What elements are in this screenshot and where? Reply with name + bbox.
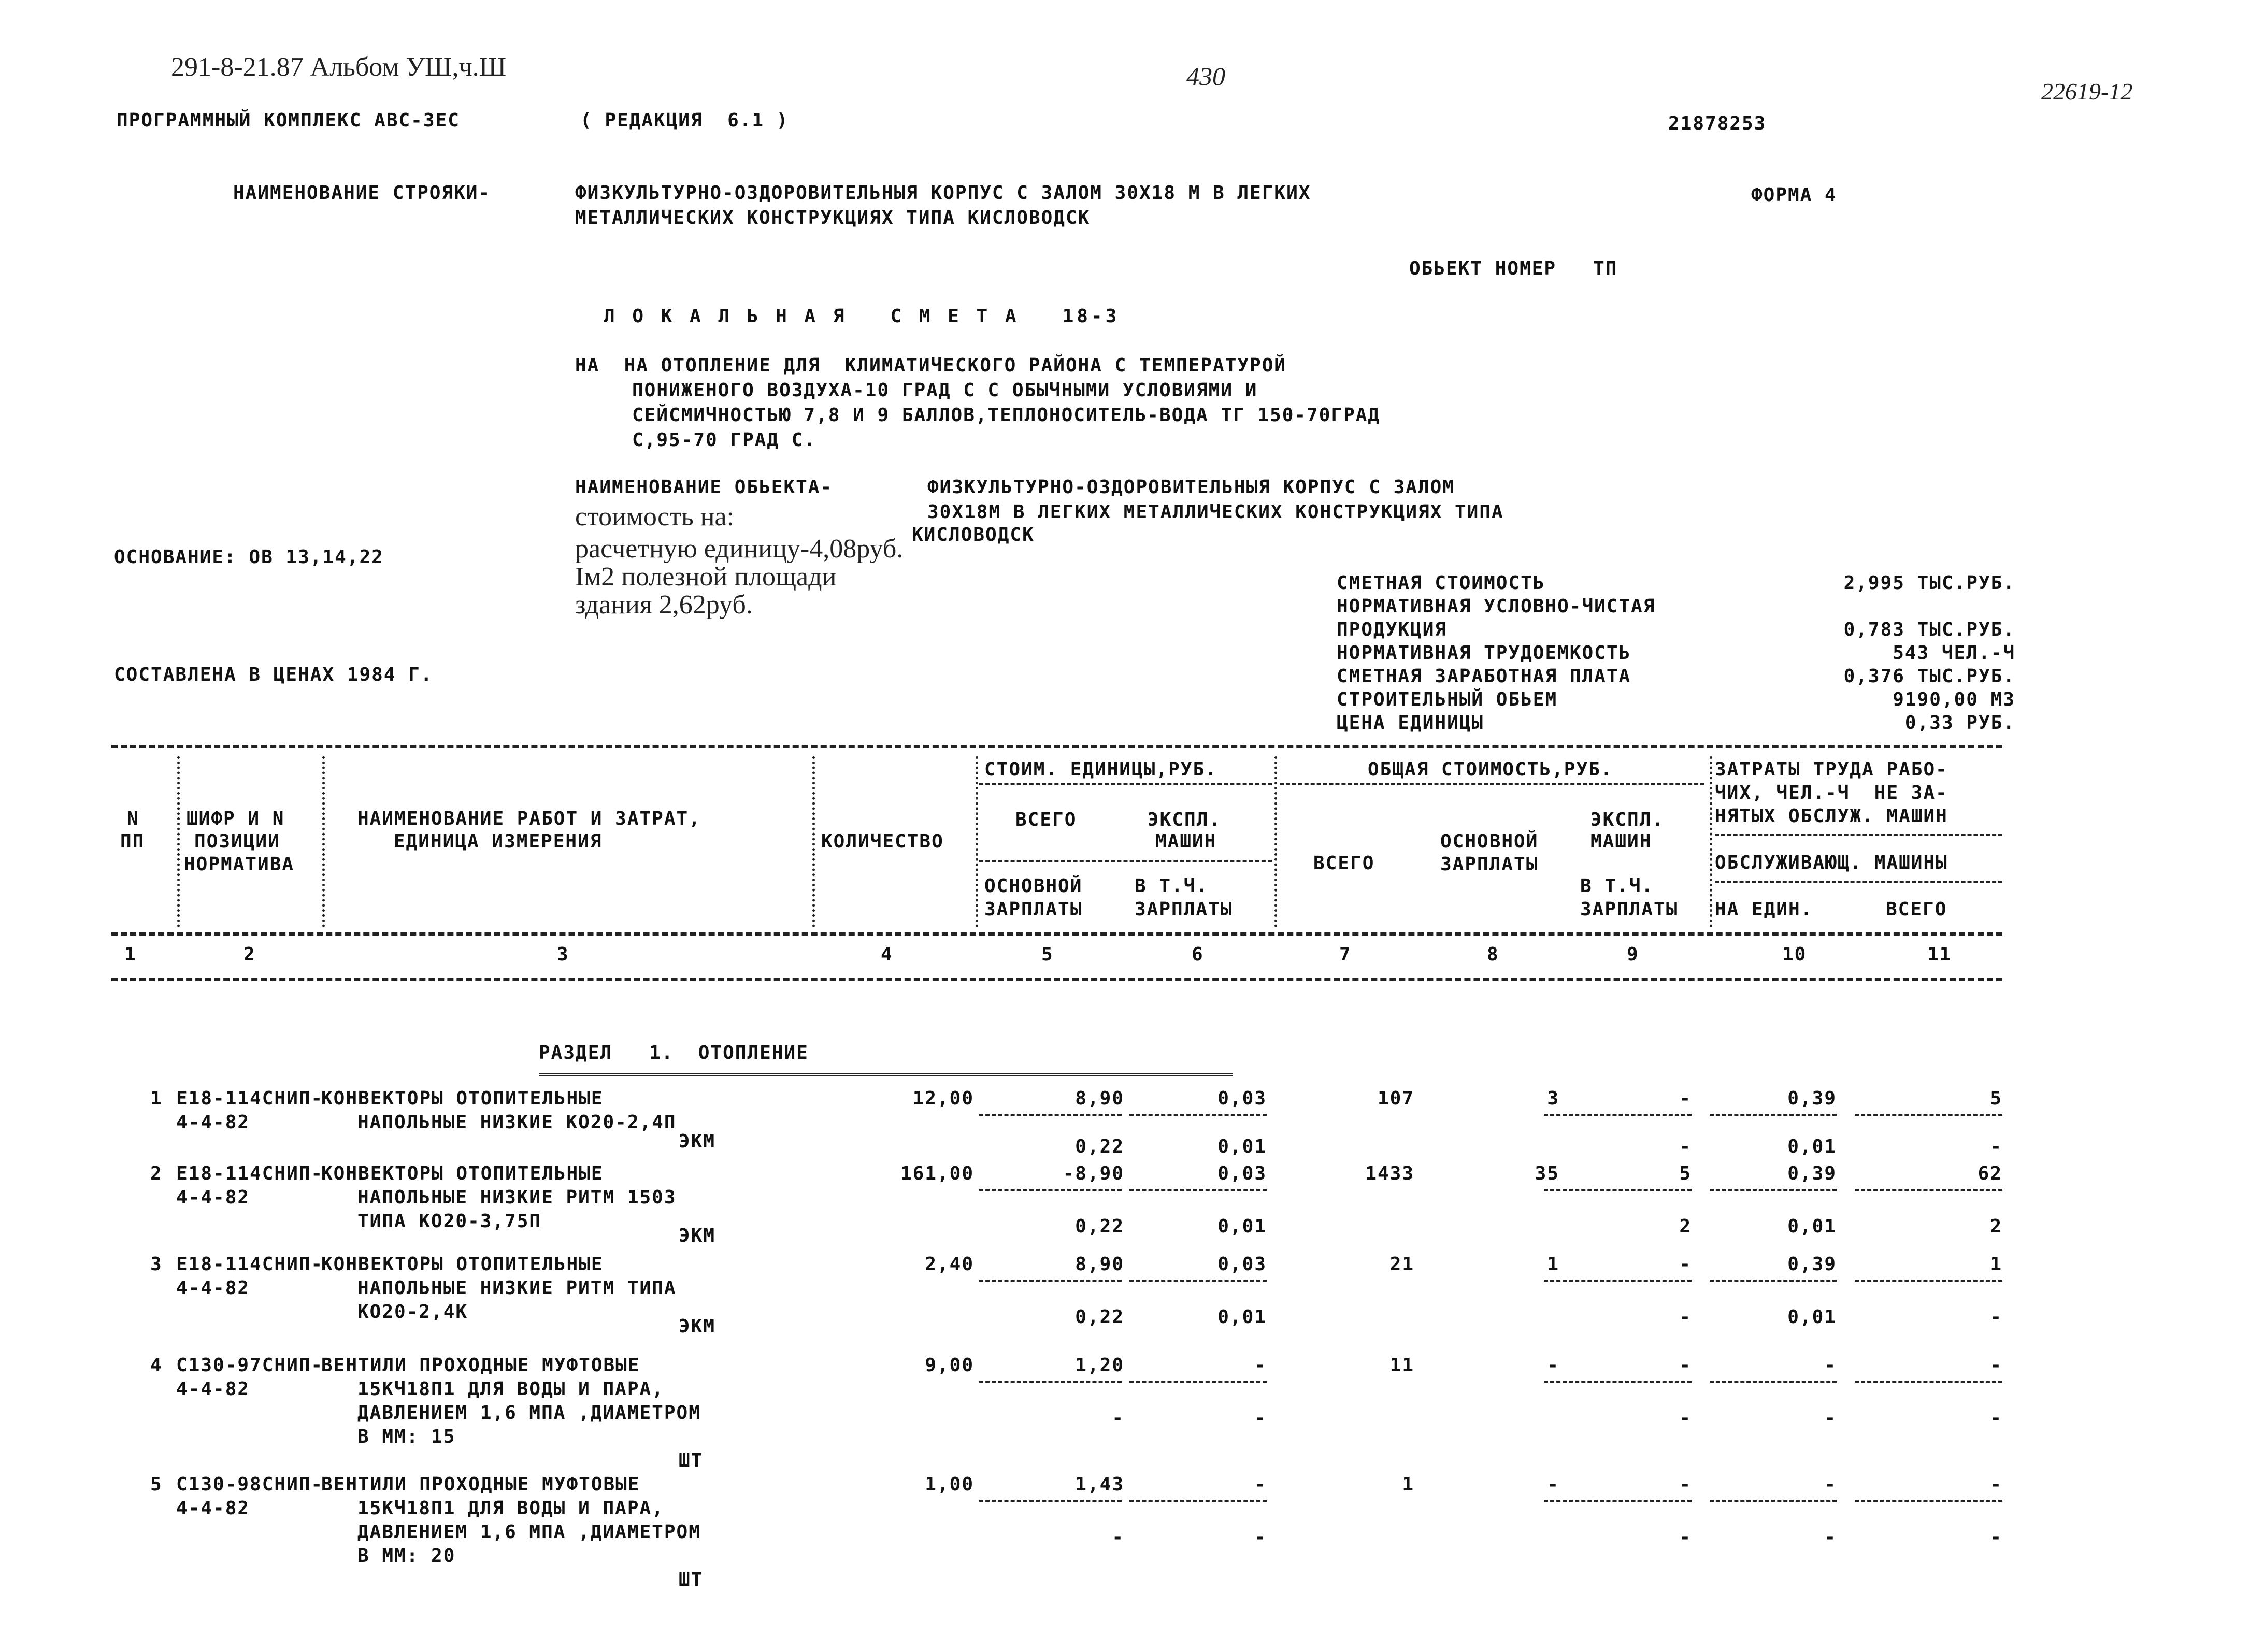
row-cell-b6: 0,01 [1217,1136,1267,1157]
row-cell-c6: - [1254,1355,1267,1376]
header-labor-4: ОБСЛУЖИВАЮЩ. МАШИНЫ [1715,852,1948,873]
purpose-line-1: НА НА ОТОПЛЕНИЕ ДЛЯ КЛИМАТИЧЕСКОГО РАЙОНА С ТЕМПЕРАТУРОЙ [575,355,1287,376]
header-code-3: НОРМАТИВА [184,854,295,875]
col-num-5: 5 [1041,944,1054,965]
summary-label-normative: НОРМАТИВНАЯ УСЛОВНО-ЧИСТАЯ [1337,596,1656,617]
header-overall: ОБЩАЯ СТОИМОСТЬ,РУБ. [1368,759,1613,780]
value-separator [979,1189,1122,1191]
corner-code: 22619-12 [2041,78,2133,105]
row-cell-c9: - [1679,1474,1692,1495]
value-separator [1855,1381,2002,1383]
summary-value-labor: 543 ЧЕЛ.-Ч [1893,642,2015,664]
row-cell-c6: 0,03 [1217,1163,1267,1184]
object-number: ОБЬЕКТ НОМЕР ТП [1409,258,1618,279]
header-name-2: ЕДИНИЦА ИЗМЕРЕНИЯ [394,831,603,852]
row-cell-b9: 2 [1679,1216,1692,1237]
row-cell-b9: - [1679,1306,1692,1328]
value-separator [1855,1114,2002,1116]
page-number: 430 [1186,62,1225,91]
header-bottom-rule [111,978,2002,981]
header-sub-rule [1715,834,2002,836]
row-cell-c6: 0,03 [1217,1254,1267,1275]
col-sep [322,756,325,927]
value-separator [1855,1500,2002,1502]
row-cell-qty: 161,00 [900,1163,974,1184]
header-unit-cost: СТОИМ. ЕДИНИЦЫ,РУБ. [984,759,1217,780]
header-unit-base-2: ЗАРПЛАТЫ [984,899,1083,920]
row-number: 2 [150,1163,163,1184]
row-cell-b6: - [1254,1407,1267,1429]
col-sep [1710,756,1712,927]
row-cell-b10: 0,01 [1787,1306,1837,1328]
row-cell-c7: 21 [1389,1254,1414,1275]
col-sep [177,756,180,927]
header-overall-incl-1: В Т.Ч. [1580,875,1654,897]
summary-label-wages: СМЕТНАЯ ЗАРАБОТНАЯ ПЛАТА [1337,666,1631,687]
row-cell-c8: - [1547,1355,1559,1376]
document-code: 21878253 [1668,113,1767,134]
row-number: 4 [150,1355,163,1376]
summary-value-wages: 0,376 ТЫС.РУБ. [1843,666,2015,687]
row-cell-c5: 1,43 [1075,1474,1124,1495]
handwritten-cost-4: здания 2,62руб. [575,590,753,620]
row-code: С130-97СНИП- [176,1355,324,1376]
value-separator [1129,1381,1267,1383]
row-cell-qty: 1,00 [925,1474,974,1495]
header-overall-mach-2: МАШИН [1590,831,1652,852]
row-cell-c5: 8,90 [1075,1088,1124,1109]
row-name-line-1: ВЕНТИЛИ ПРОХОДНЫЕ МУФТОВЫЕ [321,1355,640,1376]
album-reference: 291-8-21.87 Альбом УШ,ч.Ш [171,52,507,82]
header-overall-mach-1: ЭКСПЛ. [1590,809,1665,830]
header-labor-1: ЗАТРАТЫ ТРУДА РАБО- [1715,759,1948,780]
row-cell-c7: 107 [1377,1088,1414,1109]
value-separator [1129,1280,1267,1282]
header-unit-base-1: ОСНОВНОЙ [984,875,1083,897]
row-name-line-1: ВЕНТИЛИ ПРОХОДНЫЕ МУФТОВЫЕ [321,1474,640,1495]
row-code: Е18-114СНИП- [176,1088,324,1109]
header-top-rule [111,745,2002,748]
purpose-line-4: С,95-70 ГРАД С. [632,429,816,451]
col-num-9: 9 [1627,944,1639,965]
header-sub-rule [979,860,1272,862]
header-unit-incl-1: В Т.Ч. [1135,875,1209,897]
row-name-line-4: В ММ: 20 [357,1545,456,1567]
row-unit: ЭКМ [679,1315,716,1337]
row-name-line-3: ТИПА КО20-3,75П [357,1211,542,1232]
header-unit-mach-1: ЭКСПЛ. [1148,809,1222,830]
summary-label-product: ПРОДУКЦИЯ [1337,619,1448,640]
value-separator [1855,1280,2002,1282]
header-n: N [127,808,139,829]
program-name: ПРОГРАММНЫЙ КОМПЛЕКС АВС-3ЕС [117,110,460,131]
row-number: 5 [150,1474,163,1495]
row-name-line-3: ДАВЛЕНИЕМ 1,6 МПА ,ДИАМЕТРОМ [357,1521,701,1543]
row-cell-b5: 0,22 [1075,1216,1124,1237]
header-sub-rule [1715,881,2002,883]
value-separator [1544,1500,1692,1502]
row-code-date: 4-4-82 [176,1112,250,1133]
summary-value-unit-price: 0,33 РУБ. [1904,712,2015,734]
row-cell-b10: 0,01 [1787,1216,1837,1237]
header-overall-base-2: ЗАРПЛАТЫ [1440,854,1539,875]
value-separator [1129,1114,1267,1116]
row-code-date: 4-4-82 [176,1378,250,1400]
col-sep [812,756,815,927]
purpose-line-3: СЕЙСМИЧНОСТЬЮ 7,8 И 9 БАЛЛОВ,ТЕПЛОНОСИТЕЛЬ-ВОДА ТГ 150-70ГРАД [632,405,1381,426]
site-label: НАИМЕНОВАНИЕ СТРОЯКИ- [233,182,491,204]
form-label: ФОРМА 4 [1751,184,1837,206]
estimate-title: Л О К А Л Ь Н А Я С М Е Т А 18-3 [604,306,1120,327]
value-separator [1129,1189,1267,1191]
col-num-10: 10 [1782,944,1807,965]
summary-value-estimated: 2,995 ТЫС.РУБ. [1843,572,2015,594]
object-line-1: ФИЗКУЛЬТУРНО-ОЗДОРОВИТЕЛЬНЫЯ КОРПУС С ЗАЛОМ [927,477,1455,498]
value-separator [979,1500,1122,1502]
row-cell-b5: 0,22 [1075,1136,1124,1157]
row-cell-c10: 0,39 [1787,1163,1837,1184]
summary-label-labor: НОРМАТИВНАЯ ТРУДОЕМКОСТЬ [1337,642,1631,664]
row-code: Е18-114СНИП- [176,1163,324,1184]
row-cell-c8: 35 [1535,1163,1559,1184]
row-name-line-2: 15КЧ18П1 ДЛЯ ВОДЫ И ПАРА, [357,1498,664,1519]
value-separator [1710,1280,1837,1282]
col-sep [976,756,978,927]
summary-label-unit-price: ЦЕНА ЕДИНИЦЫ [1337,712,1484,734]
row-cell-c7: 1 [1402,1474,1414,1495]
row-cell-b10: 0,01 [1787,1136,1837,1157]
value-separator [1544,1114,1692,1116]
col-num-8: 8 [1487,944,1499,965]
row-cell-c11: 1 [1990,1254,2002,1275]
row-cell-b10: - [1824,1527,1837,1548]
row-cell-b5: - [1112,1407,1124,1429]
row-cell-c7: 11 [1389,1355,1414,1376]
row-cell-c10: 0,39 [1787,1254,1837,1275]
header-code-1: ШИФР И N [187,808,285,829]
value-separator [1544,1189,1692,1191]
row-cell-c10: - [1824,1474,1837,1495]
header-sub-rule [979,783,1272,785]
row-cell-c10: 0,39 [1787,1088,1837,1109]
row-cell-c8: 3 [1547,1088,1559,1109]
summary-value-product: 0,783 ТЫС.РУБ. [1843,619,2015,640]
row-cell-c10: - [1824,1355,1837,1376]
header-per-unit: НА ЕДИН. [1715,899,1813,920]
purpose-line-2: ПОНИЖЕНОГО ВОЗДУХА-10 ГРАД С С ОБЫЧНЫМИ УСЛОВИЯМИ И [632,380,1258,401]
row-cell-qty: 9,00 [925,1355,974,1376]
handwritten-cost-2: расчетную единицу-4,08руб. [575,534,904,564]
row-name-line-2: НАПОЛЬНЫЕ НИЗКИЕ РИТМ ТИПА [357,1277,677,1299]
row-name-line-2: НАПОЛЬНЫЕ НИЗКИЕ РИТМ 1503 [357,1187,677,1208]
object-label: НАИМЕНОВАНИЕ ОБЬЕКТА- [575,477,833,498]
row-code-date: 4-4-82 [176,1187,250,1208]
row-number: 3 [150,1254,163,1275]
value-separator [1544,1381,1692,1383]
row-name-line-1: КОНВЕКТОРЫ ОТОПИТЕЛЬНЫЕ [321,1254,604,1275]
row-cell-b11: 2 [1990,1216,2002,1237]
summary-label-estimated: СМЕТНАЯ СТОИМОСТЬ [1337,572,1545,594]
header-quantity: КОЛИЧЕСТВО [821,831,944,852]
header-unit-incl-2: ЗАРПЛАТЫ [1135,899,1233,920]
row-cell-c11: - [1990,1474,2002,1495]
row-cell-b5: 0,22 [1075,1306,1124,1328]
col-num-11: 11 [1927,944,1952,965]
row-name-line-4: В ММ: 15 [357,1426,456,1447]
row-unit: ШТ [679,1450,704,1471]
object-line-3: КИСЛОВОДСК [912,524,1035,545]
value-separator [1855,1189,2002,1191]
section-underline [539,1073,1233,1076]
edition: ( РЕДАКЦИЯ 6.1 ) [580,110,789,131]
row-code: С130-98СНИП- [176,1474,324,1495]
row-cell-b5: - [1112,1527,1124,1548]
row-cell-c9: - [1679,1254,1692,1275]
row-unit: ЭКМ [679,1225,716,1246]
header-overall-base-1: ОСНОВНОЙ [1440,831,1539,852]
header-sub-rule [1280,783,1704,785]
row-cell-c6: 0,03 [1217,1088,1267,1109]
header-unit-mach-2: МАШИН [1155,831,1217,852]
row-number: 1 [150,1088,163,1109]
header-labor-total: ВСЕГО [1886,899,1947,920]
col-num-2: 2 [243,944,256,965]
header-unit-all: ВСЕГО [1015,809,1077,830]
value-separator [979,1280,1122,1282]
row-cell-c5: -8,90 [1063,1163,1124,1184]
row-name-line-3: ДАВЛЕНИЕМ 1,6 МПА ,ДИАМЕТРОМ [357,1402,701,1424]
row-name-line-1: КОНВЕКТОРЫ ОТОПИТЕЛЬНЫЕ [321,1088,604,1109]
row-cell-b10: - [1824,1407,1837,1429]
row-cell-c9: 5 [1679,1163,1692,1184]
row-cell-b6: - [1254,1527,1267,1548]
row-cell-b11: - [1990,1306,2002,1328]
row-cell-b11: - [1990,1527,2002,1548]
row-cell-c5: 1,20 [1075,1355,1124,1376]
row-cell-b9: - [1679,1407,1692,1429]
row-code-date: 4-4-82 [176,1277,250,1299]
row-cell-c6: - [1254,1474,1267,1495]
value-separator [1544,1280,1692,1282]
row-cell-c7: 1433 [1365,1163,1414,1184]
row-cell-b11: - [1990,1136,2002,1157]
prices-line: СОСТАВЛЕНА В ЦЕНАХ 1984 Г. [114,664,433,685]
row-cell-c5: 8,90 [1075,1254,1124,1275]
header-pp: ПП [120,831,145,852]
row-cell-c11: 5 [1990,1088,2002,1109]
row-code-date: 4-4-82 [176,1498,250,1519]
value-separator [979,1381,1122,1383]
row-name-line-2: 15КЧ18П1 ДЛЯ ВОДЫ И ПАРА, [357,1378,664,1400]
summary-value-volume: 9190,00 М3 [1893,689,2015,710]
row-unit: ШТ [679,1569,704,1590]
value-separator [979,1114,1122,1116]
col-num-4: 4 [881,944,893,965]
row-cell-qty: 12,00 [912,1088,974,1109]
row-name-line-3: КО20-2,4К [357,1301,468,1323]
header-overall-all: ВСЕГО [1313,853,1375,874]
header-overall-incl-2: ЗАРПЛАТЫ [1580,899,1679,920]
handwritten-cost-1: стоимость на: [575,502,735,531]
row-unit: ЭКМ [679,1130,716,1152]
summary-label-volume: СТРОИТЕЛЬНЫЙ ОБЬЕМ [1337,689,1558,710]
row-cell-b9: - [1679,1136,1692,1157]
row-cell-c11: 62 [1978,1163,2002,1184]
row-cell-b6: 0,01 [1217,1216,1267,1237]
row-cell-c11: - [1990,1355,2002,1376]
site-line-1: ФИЗКУЛЬТУРНО-ОЗДОРОВИТЕЛЬНЫЯ КОРПУС С ЗАЛОМ 30Х18 М В ЛЕГКИХ [575,182,1311,204]
row-code: Е18-114СНИП- [176,1254,324,1275]
header-mid-rule [111,932,2002,936]
header-labor-3: НЯТЫХ ОБСЛУЖ. МАШИН [1715,806,1948,827]
col-sep [1274,756,1277,927]
value-separator [1710,1189,1837,1191]
row-cell-b9: - [1679,1527,1692,1548]
header-name-1: НАИМЕНОВАНИЕ РАБОТ И ЗАТРАТ, [357,808,701,829]
object-line-2: 30Х18М В ЛЕГКИХ МЕТАЛЛИЧЕСКИХ КОНСТРУКЦИЯХ ТИПА [927,501,1504,523]
value-separator [1710,1114,1837,1116]
col-num-6: 6 [1192,944,1204,965]
row-cell-c9: - [1679,1355,1692,1376]
basis-line: ОСНОВАНИЕ: ОВ 13,14,22 [114,547,384,568]
col-num-7: 7 [1339,944,1352,965]
col-num-3: 3 [557,944,569,965]
row-cell-c8: 1 [1547,1254,1559,1275]
header-labor-2: ЧИХ, ЧЕЛ.-Ч НЕ ЗА- [1715,782,1948,803]
row-cell-b11: - [1990,1407,2002,1429]
value-separator [1710,1381,1837,1383]
header-code-2: ПОЗИЦИИ [194,831,280,852]
row-name-line-1: КОНВЕКТОРЫ ОТОПИТЕЛЬНЫЕ [321,1163,604,1184]
site-line-2: МЕТАЛЛИЧЕСКИХ КОНСТРУКЦИЯХ ТИПА КИСЛОВОДСК [575,207,1091,228]
col-num-1: 1 [124,944,137,965]
row-cell-qty: 2,40 [925,1254,974,1275]
row-cell-c9: - [1679,1088,1692,1109]
row-name-line-2: НАПОЛЬНЫЕ НИЗКИЕ КО20-2,4П [357,1112,677,1133]
value-separator [1129,1500,1267,1502]
row-cell-c8: - [1547,1474,1559,1495]
handwritten-cost-3: Iм2 полезной площади [575,562,837,592]
row-cell-b6: 0,01 [1217,1306,1267,1328]
section-title: РАЗДЕЛ 1. ОТОПЛЕНИЕ [539,1042,809,1064]
value-separator [1710,1500,1837,1502]
